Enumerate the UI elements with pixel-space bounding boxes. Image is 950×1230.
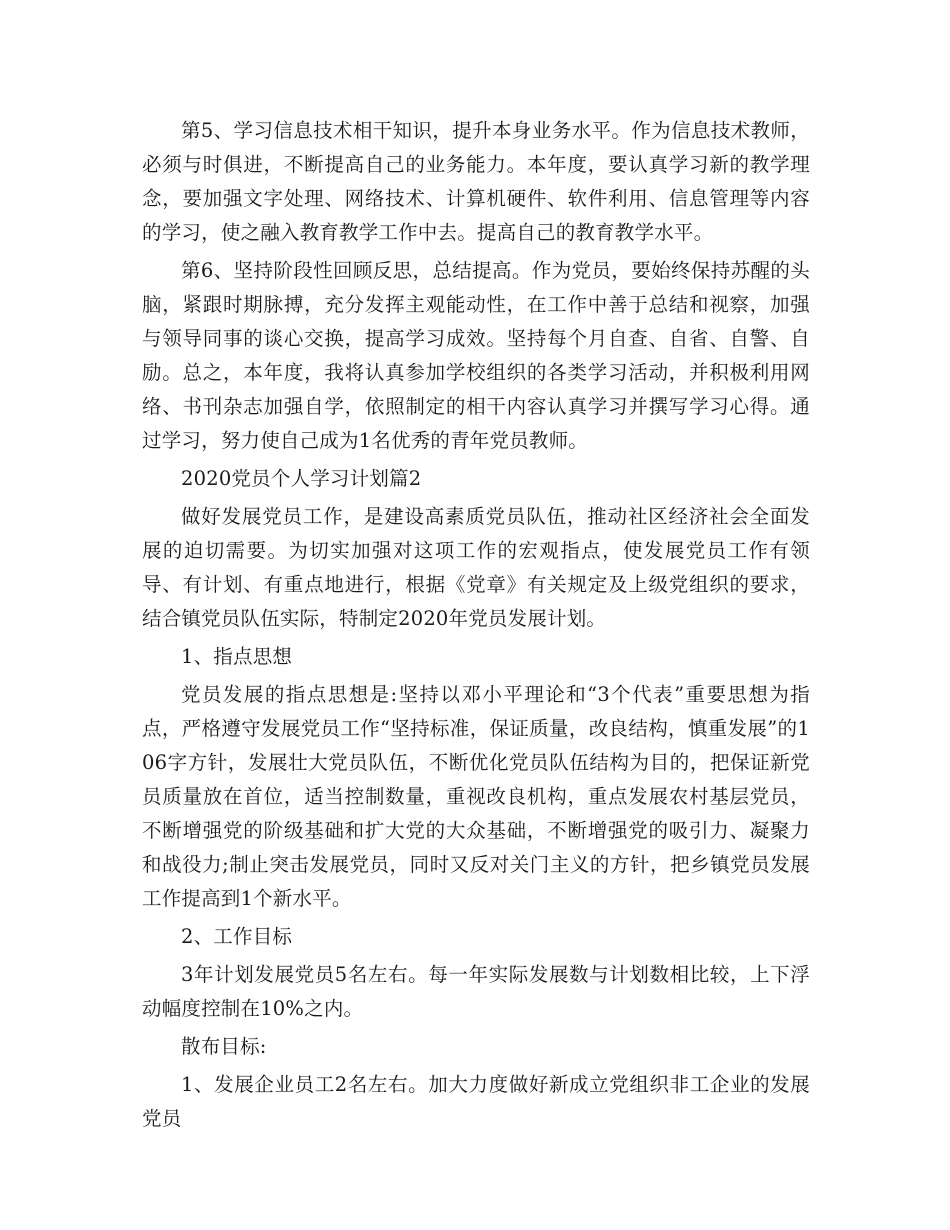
paragraph-intro: 做好发展党员工作，是建设高素质党员队伍，推动社区经济社会全面发展的迫切需要。为切实加强对这项工作的宏观指点，使发展党员工作有领导、有计划、有重点地进行，根据《党章》有关规定及上级党组织的要求，结合镇党员队伍实际，特制定2020年党员发展计划。 (142, 505, 810, 630)
heading-guiding-thought: 1、指点思想 (181, 645, 293, 668)
paragraph-guiding-thought: 党员发展的指点思想是:坚持以邓小平理论和“3个代表”重要思想为指点，严格遵守发展党员工作“坚持标准，保证质量，改良结构，慎重发展”的106字方针，发展壮大党员队伍，不断优化党员队伍结构为目的，把保证新党员质量放在首位，适当控制数量，重视改良机构，重点发展农村基层党员，不断增强党的阶级基础和扩大党的大众基础，不断增强党的吸引力、凝聚力和战役力;制止突击发展党员，同时又反对关门主义的方针，把乡镇党员发展工作提高到1个新水平。 (142, 683, 810, 910)
document-body (142, 114, 810, 1140)
paragraph-item-5: 第5、学习信息技术相干知识，提升本身业务水平。作为信息技术教师，必须与时俱进，不断提高自己的业务能力。本年度，要认真学习新的教学理念，要加强文字处理、网络技术、计算机硬件、软件利用、信息管理等内容的学习，使之融入教育教学工作中去。提高自己的教育教学水平。 (142, 119, 810, 244)
heading-distribution-goals: 散布目标: (181, 1035, 267, 1058)
heading-work-goals: 2、工作目标 (181, 925, 293, 948)
paragraph-item-6: 第6、坚持阶段性回顾反思，总结提高。作为党员，要始终保持苏醒的头脑，紧跟时期脉搏，充分发挥主观能动性，在工作中善于总结和视察，加强与领导同事的谈心交换，提高学习成效。坚持每个月自查、自省、自警、自励。总之，本年度，我将认真参加学校组织的各类学习活动，并积极利用网络、书刊杂志加强自学，依照制定的相干内容认真学习并撰写学习心得。通过学习，努力使自己成为1名优秀的青年党员教师。 (142, 259, 810, 452)
paragraph-enterprise-goal: 1、发展企业员工2名左右。加大力度做好新成立党组织非工企业的发展党员 (142, 1073, 810, 1130)
section-title-plan-2: 2020党员个人学习计划篇2 (181, 467, 422, 490)
paragraph-work-goals: 3年计划发展党员5名左右。每一年实际发展数与计划数相比较，上下浮动幅度控制在10%之内。 (142, 963, 810, 1020)
